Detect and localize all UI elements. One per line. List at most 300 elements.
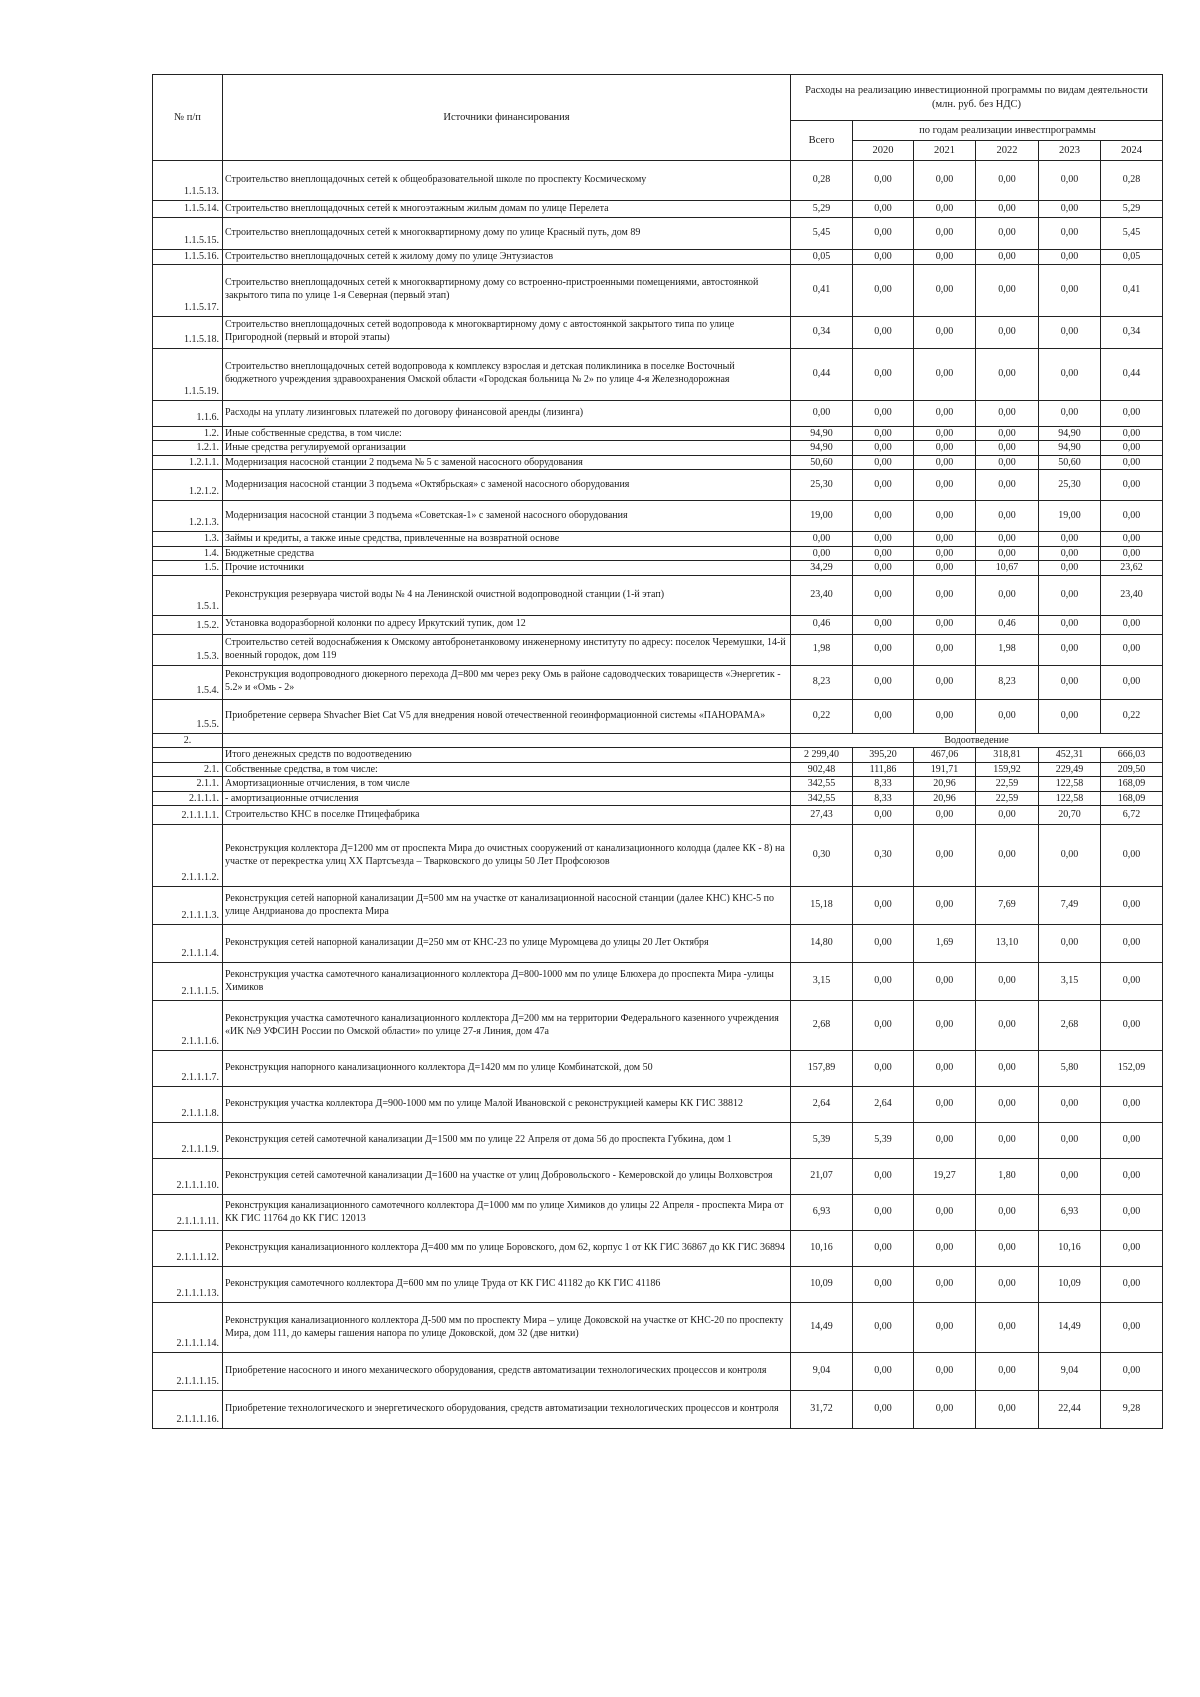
year-value: 0,00: [1101, 963, 1163, 1001]
year-value: 23,62: [1101, 561, 1163, 576]
row-number: 2.1.1.1.6.: [153, 1001, 223, 1051]
row-number: 2.1.1.1.15.: [153, 1353, 223, 1391]
year-value: 0,00: [853, 455, 914, 470]
year-value: 10,16: [1039, 1231, 1101, 1267]
header-year: 2020: [853, 141, 914, 161]
year-value: 0,00: [914, 699, 976, 733]
year-value: 0,00: [914, 1267, 976, 1303]
table-row: [153, 1391, 1163, 1429]
row-source-name: Реконструкция участка самотечного канализационного коллектора Д=200 мм на территории Федерального казенного учреждения «ИК №9 УФСИН России по Омской области» по улице 27-я Линия, дом 47а: [223, 1001, 791, 1051]
table-row: [153, 264, 1163, 316]
year-value: 0,00: [914, 161, 976, 201]
row-source-name: Реконструкция напорного канализационного коллектора Д=1420 мм по улице Комбинатской, дом 50: [223, 1051, 791, 1087]
year-value: 0,00: [853, 161, 914, 201]
year-value: 0,00: [1101, 1195, 1163, 1231]
year-value: 111,86: [853, 762, 914, 777]
year-value: 10,09: [1039, 1267, 1101, 1303]
table-row: [153, 470, 1163, 501]
row-source-name: Иные собственные средства, в том числе:: [223, 426, 791, 441]
row-source-name: Бюджетные средства: [223, 546, 791, 561]
year-value: 0,00: [976, 1001, 1039, 1051]
table-row: [153, 925, 1163, 963]
row-number: 1.5.: [153, 561, 223, 576]
row-number: 1.5.3.: [153, 634, 223, 665]
row-source-name: Реконструкция сетей самотечной канализации Д=1500 мм по улице 22 Апреля от дома 56 до проспекта Губкина, дом 1: [223, 1123, 791, 1159]
total-value: 3,15: [791, 963, 853, 1001]
year-value: 0,30: [853, 825, 914, 887]
year-value: 0,00: [976, 546, 1039, 561]
year-value: 1,80: [976, 1159, 1039, 1195]
table-row: [153, 1195, 1163, 1231]
table-row: [153, 1159, 1163, 1195]
year-value: 0,00: [914, 665, 976, 699]
table-row: [153, 455, 1163, 470]
year-value: 0,00: [976, 699, 1039, 733]
table-row: [153, 806, 1163, 825]
year-value: 0,00: [914, 575, 976, 615]
year-value: 0,00: [1039, 699, 1101, 733]
row-number: 2.: [153, 733, 223, 748]
year-value: 0,00: [914, 532, 976, 547]
year-value: 0,00: [914, 615, 976, 634]
year-value: 2,68: [1039, 1001, 1101, 1051]
year-value: 0,00: [853, 665, 914, 699]
year-value: 0,00: [1101, 1303, 1163, 1353]
year-value: 0,00: [914, 1303, 976, 1353]
row-number: 1.2.1.3.: [153, 501, 223, 532]
row-number: 2.1.1.1.12.: [153, 1231, 223, 1267]
table-header: [153, 75, 1163, 161]
row-source-name: Реконструкция участка коллектора Д=900-1000 мм по улице Малой Ивановской с реконструкцией камеры КК ГИС 38812: [223, 1087, 791, 1123]
table-row: [153, 218, 1163, 250]
year-value: 3,15: [1039, 963, 1101, 1001]
total-value: 2,68: [791, 1001, 853, 1051]
year-value: 168,09: [1101, 777, 1163, 792]
table-row: [153, 762, 1163, 777]
row-source-name: Реконструкция резервуара чистой воды № 4 на Ленинской очистной водопроводной станции (1-й этап): [223, 575, 791, 615]
year-value: 20,70: [1039, 806, 1101, 825]
year-value: 0,00: [914, 426, 976, 441]
year-value: 0,00: [1039, 634, 1101, 665]
year-value: 0,00: [853, 441, 914, 456]
total-value: 2,64: [791, 1087, 853, 1123]
table-row: [153, 777, 1163, 792]
year-value: 0,00: [914, 806, 976, 825]
year-value: 0,00: [853, 532, 914, 547]
row-number: 1.5.4.: [153, 665, 223, 699]
year-value: 0,00: [914, 1001, 976, 1051]
year-value: 122,58: [1039, 777, 1101, 792]
section-title: Водоотведение: [791, 733, 1163, 748]
year-value: 0,00: [853, 201, 914, 218]
table-row: [153, 791, 1163, 806]
year-value: 0,00: [853, 426, 914, 441]
year-value: 0,00: [1101, 1231, 1163, 1267]
year-value: 0,00: [976, 575, 1039, 615]
year-value: 0,00: [976, 1267, 1039, 1303]
total-value: 0,22: [791, 699, 853, 733]
year-value: 229,49: [1039, 762, 1101, 777]
row-source-name: Модернизация насосной станции 3 подъема «Октябрьская» с заменой насосного оборудования: [223, 470, 791, 501]
year-value: 0,00: [1101, 501, 1163, 532]
year-value: 0,00: [1101, 426, 1163, 441]
row-source-name: Модернизация насосной станции 2 подъема № 5 с заменой насосного оборудования: [223, 455, 791, 470]
total-value: 94,90: [791, 426, 853, 441]
row-source-name: Строительство внеплощадочных сетей к жилому дому по улице Энтузиастов: [223, 250, 791, 265]
row-source-name: Строительство внеплощадочных сетей к многоквартирному дому по улице Красный путь, дом 89: [223, 218, 791, 250]
row-source-name: Амортизационные отчисления, в том числе: [223, 777, 791, 792]
year-value: 0,00: [1039, 575, 1101, 615]
year-value: 6,93: [1039, 1195, 1101, 1231]
year-value: 0,00: [976, 963, 1039, 1001]
year-value: 19,00: [1039, 501, 1101, 532]
total-value: 21,07: [791, 1159, 853, 1195]
year-value: 9,28: [1101, 1391, 1163, 1429]
year-value: 8,23: [976, 665, 1039, 699]
year-value: 0,00: [853, 1195, 914, 1231]
total-value: 0,30: [791, 825, 853, 887]
table-row: [153, 400, 1163, 426]
row-number: 1.2.1.1.: [153, 455, 223, 470]
year-value: 0,00: [1039, 201, 1101, 218]
year-value: 5,80: [1039, 1051, 1101, 1087]
year-value: 0,00: [1101, 1159, 1163, 1195]
year-value: 0,00: [1101, 470, 1163, 501]
year-value: 0,00: [976, 161, 1039, 201]
row-number: 2.1.1.1.2.: [153, 825, 223, 887]
row-number: 2.1.1.1.11.: [153, 1195, 223, 1231]
total-value: 31,72: [791, 1391, 853, 1429]
year-value: 22,44: [1039, 1391, 1101, 1429]
row-source-name: Итого денежных средств по водоотведению: [223, 748, 791, 763]
year-value: 168,09: [1101, 791, 1163, 806]
year-value: 0,00: [853, 400, 914, 426]
table-row: [153, 825, 1163, 887]
year-value: 0,00: [976, 1391, 1039, 1429]
financing-table: [152, 74, 1163, 1429]
total-value: 14,80: [791, 925, 853, 963]
year-value: 0,00: [976, 501, 1039, 532]
row-source-name: Реконструкция сетей самотечной канализации Д=1600 на участке от улиц Добровольского - Кемеровской до улицы Волховстроя: [223, 1159, 791, 1195]
row-number: 1.2.1.2.: [153, 470, 223, 501]
row-source-name: Строительство внеплощадочных сетей водопровода к комплексу взрослая и детская поликлиника в поселке Восточный бюджетного учреждения здравоохранения Омской области «Городская больница № 2» по улице 4-я Железнодорожная: [223, 348, 791, 400]
row-number: 1.3.: [153, 532, 223, 547]
table-row: [153, 561, 1163, 576]
year-value: 0,00: [976, 250, 1039, 265]
year-value: 20,96: [914, 777, 976, 792]
year-value: 0,34: [1101, 316, 1163, 348]
table-row: [153, 748, 1163, 763]
year-value: 50,60: [1039, 455, 1101, 470]
total-value: 10,16: [791, 1231, 853, 1267]
year-value: 0,00: [914, 546, 976, 561]
year-value: 0,00: [1101, 441, 1163, 456]
table-row: [153, 1267, 1163, 1303]
year-value: 7,49: [1039, 887, 1101, 925]
total-value: 902,48: [791, 762, 853, 777]
row-number: 2.1.1.1.10.: [153, 1159, 223, 1195]
row-source-name: Модернизация насосной станции 3 подъема «Советская-1» с заменой насосного оборудования: [223, 501, 791, 532]
year-value: 14,49: [1039, 1303, 1101, 1353]
row-number: 1.2.1.: [153, 441, 223, 456]
table-body: [153, 161, 1163, 1429]
total-value: 10,09: [791, 1267, 853, 1303]
year-value: 0,00: [1039, 615, 1101, 634]
year-value: 0,00: [976, 316, 1039, 348]
year-value: 0,00: [853, 1353, 914, 1391]
table-row: [153, 426, 1163, 441]
year-value: 0,00: [914, 1051, 976, 1087]
year-value: 0,00: [914, 218, 976, 250]
total-value: 23,40: [791, 575, 853, 615]
year-value: 0,00: [853, 218, 914, 250]
year-value: 0,00: [1039, 400, 1101, 426]
year-value: 0,00: [914, 201, 976, 218]
year-value: 0,00: [914, 1087, 976, 1123]
row-source-name: Реконструкция сетей напорной канализации Д=250 мм от КНС-23 по улице Муромцева до улицы 20 Лет Октября: [223, 925, 791, 963]
year-value: 0,00: [1101, 455, 1163, 470]
year-value: 2,64: [853, 1087, 914, 1123]
year-value: 209,50: [1101, 762, 1163, 777]
year-value: 8,33: [853, 777, 914, 792]
row-source-name: - амортизационные отчисления: [223, 791, 791, 806]
row-number: 1.5.2.: [153, 615, 223, 634]
year-value: 94,90: [1039, 426, 1101, 441]
total-value: 0,28: [791, 161, 853, 201]
total-value: 34,29: [791, 561, 853, 576]
blank-cell: [223, 733, 791, 748]
total-value: 0,00: [791, 400, 853, 426]
row-number: 2.1.1.1.4.: [153, 925, 223, 963]
year-value: 19,27: [914, 1159, 976, 1195]
row-number: 1.2.: [153, 426, 223, 441]
year-value: 5,39: [853, 1123, 914, 1159]
year-value: 0,00: [853, 887, 914, 925]
total-value: 5,39: [791, 1123, 853, 1159]
year-value: 13,10: [976, 925, 1039, 963]
row-number: 1.1.5.13.: [153, 161, 223, 201]
investment-program-table-page: [152, 74, 1162, 1429]
year-value: 0,00: [914, 825, 976, 887]
row-source-name: Реконструкция сетей напорной канализации Д=500 мм на участке от канализационной насосной станции (далее КНС) КНС-5 по улице Андрианова до проспекта Мира: [223, 887, 791, 925]
row-source-name: Реконструкция коллектора Д=1200 мм от проспекта Мира до очистных сооружений от канализационного колодца (далее КК - 8) на участке от перекрестка улиц XX Партсъезда – Тварковского до улицы 50 Лет Профсоюзов: [223, 825, 791, 887]
year-value: 0,00: [1101, 532, 1163, 547]
total-value: 342,55: [791, 791, 853, 806]
year-value: 0,00: [1101, 887, 1163, 925]
year-value: 0,00: [853, 634, 914, 665]
year-value: 0,00: [853, 1267, 914, 1303]
year-value: 20,96: [914, 791, 976, 806]
section-row: [153, 733, 1163, 748]
total-value: 0,34: [791, 316, 853, 348]
table-row: [153, 1303, 1163, 1353]
year-value: 0,22: [1101, 699, 1163, 733]
table-row: [153, 665, 1163, 699]
year-value: 452,31: [1039, 748, 1101, 763]
year-value: 0,00: [914, 1195, 976, 1231]
year-value: 0,00: [1039, 532, 1101, 547]
total-value: 0,05: [791, 250, 853, 265]
year-value: 0,00: [914, 634, 976, 665]
table-row: [153, 546, 1163, 561]
year-value: 0,00: [914, 1391, 976, 1429]
year-value: 0,00: [853, 348, 914, 400]
year-value: 0,00: [914, 441, 976, 456]
row-source-name: Приобретение технологического и энергетического оборудования, средств автоматизации технологических процессов и контроля: [223, 1391, 791, 1429]
header-source: Источники финансирования: [223, 75, 791, 161]
table-row: [153, 250, 1163, 265]
row-source-name: Строительство сетей водоснабжения к Омскому автобронетанковому инженерному институту по адресу: поселок Черемушки, 14-й военный городок, дом 119: [223, 634, 791, 665]
year-value: 10,67: [976, 561, 1039, 576]
row-source-name: Установка водоразборной колонки по адресу Иркутский тупик, дом 12: [223, 615, 791, 634]
row-number: 1.1.5.16.: [153, 250, 223, 265]
total-value: 342,55: [791, 777, 853, 792]
year-value: 25,30: [1039, 470, 1101, 501]
table-row: [153, 575, 1163, 615]
year-value: 0,05: [1101, 250, 1163, 265]
year-value: 0,00: [914, 1123, 976, 1159]
year-value: 0,00: [1101, 1353, 1163, 1391]
row-source-name: Реконструкция самотечного коллектора Д=600 мм по улице Труда от КК ГИС 41182 до КК ГИС 41186: [223, 1267, 791, 1303]
year-value: 0,00: [914, 963, 976, 1001]
total-value: 19,00: [791, 501, 853, 532]
year-value: 0,46: [976, 615, 1039, 634]
year-value: 1,69: [914, 925, 976, 963]
year-value: 0,00: [1039, 1159, 1101, 1195]
table-row: [153, 615, 1163, 634]
year-value: 0,00: [1039, 1087, 1101, 1123]
year-value: 0,00: [1039, 218, 1101, 250]
row-source-name: Строительство внеплощадочных сетей водопровода к многоквартирному дому с автостоянкой закрытого типа по улице Пригородной (первый и второй этапы): [223, 316, 791, 348]
row-source-name: Строительство внеплощадочных сетей к многоэтажным жилым домам по улице Перелета: [223, 201, 791, 218]
year-value: 0,00: [853, 1391, 914, 1429]
year-value: 0,00: [1101, 825, 1163, 887]
total-value: 15,18: [791, 887, 853, 925]
year-value: 9,04: [1039, 1353, 1101, 1391]
table-row: [153, 887, 1163, 925]
year-value: 0,00: [1101, 615, 1163, 634]
table-row: [153, 1231, 1163, 1267]
row-source-name: Прочие источники: [223, 561, 791, 576]
total-value: 5,29: [791, 201, 853, 218]
row-source-name: Строительство внеплощадочных сетей к многоквартирному дому со встроенно-пристроенными помещениями, автостоянкой закрытого типа по улице 1-я Северная (первый этап): [223, 264, 791, 316]
year-value: 0,00: [853, 561, 914, 576]
year-value: 0,00: [853, 1159, 914, 1195]
year-value: 0,00: [1039, 665, 1101, 699]
row-source-name: Реконструкция канализационного коллектора Д=400 мм по улице Боровского, дом 62, корпус 1 от КК ГИС 36867 до КК ГИС 36894: [223, 1231, 791, 1267]
total-value: 2 299,40: [791, 748, 853, 763]
row-source-name: Строительство КНС в поселке Птицефабрика: [223, 806, 791, 825]
year-value: 0,00: [853, 575, 914, 615]
year-value: 0,00: [853, 250, 914, 265]
row-source-name: Расходы на уплату лизинговых платежей по договору финансовой аренды (лизинга): [223, 400, 791, 426]
total-value: 5,45: [791, 218, 853, 250]
year-value: 0,28: [1101, 161, 1163, 201]
row-source-name: Реконструкция участка самотечного канализационного коллектора Д=800-1000 мм по улице Блюхера до проспекта Мира -улицы Химиков: [223, 963, 791, 1001]
table-row: [153, 963, 1163, 1001]
total-value: 9,04: [791, 1353, 853, 1391]
year-value: 0,00: [914, 501, 976, 532]
year-value: 0,00: [976, 1087, 1039, 1123]
row-source-name: Приобретение сервера Shvacher Biet Cat V5 для внедрения новой отечественной геоинформационной системы «ПАНОРАМА»: [223, 699, 791, 733]
year-value: 0,44: [1101, 348, 1163, 400]
table-row: [153, 1051, 1163, 1087]
year-value: 191,71: [914, 762, 976, 777]
year-value: 0,00: [914, 348, 976, 400]
row-number: 2.1.1.1.8.: [153, 1087, 223, 1123]
row-number: 1.1.5.14.: [153, 201, 223, 218]
table-row: [153, 348, 1163, 400]
year-value: 0,00: [976, 1353, 1039, 1391]
total-value: 0,44: [791, 348, 853, 400]
row-number: 2.1.1.1.3.: [153, 887, 223, 925]
year-value: 0,00: [853, 1001, 914, 1051]
year-value: 23,40: [1101, 575, 1163, 615]
year-value: 0,00: [914, 887, 976, 925]
row-source-name: Собственные средства, в том числе:: [223, 762, 791, 777]
year-value: 0,00: [853, 963, 914, 1001]
row-source-name: Реконструкция канализационного коллектора Д-500 мм по проспекту Мира – улице Доковской на участке от КНС-20 по проспекту Мира, дом 111, до камеры гашения напора по улице Доковской, дом 32 (две нитки): [223, 1303, 791, 1353]
row-source-name: Приобретение насосного и иного механического оборудования, средств автоматизации технологических процессов и контроля: [223, 1353, 791, 1391]
table-row: [153, 1353, 1163, 1391]
year-value: 0,00: [1039, 546, 1101, 561]
row-source-name: Займы и кредиты, а также иные средства, привлеченные на возвратной основе: [223, 532, 791, 547]
total-value: 8,23: [791, 665, 853, 699]
year-value: 0,00: [1101, 925, 1163, 963]
year-value: 0,00: [914, 1231, 976, 1267]
row-source-name: Реконструкция водопроводного дюкерного перехода Д=800 мм через реку Омь в районе садоводческих товариществ «Энергетик - 5.2» и «Омь - 2»: [223, 665, 791, 699]
year-value: 467,06: [914, 748, 976, 763]
year-value: 0,00: [914, 400, 976, 426]
year-value: 0,00: [1101, 1123, 1163, 1159]
year-value: 0,00: [914, 264, 976, 316]
table-row: [153, 316, 1163, 348]
year-value: 0,00: [1101, 1087, 1163, 1123]
row-number: 2.1.1.1.14.: [153, 1303, 223, 1353]
total-value: 50,60: [791, 455, 853, 470]
year-value: 0,00: [976, 264, 1039, 316]
year-value: 0,00: [976, 825, 1039, 887]
total-value: 14,49: [791, 1303, 853, 1353]
row-number: 2.1.1.1.1.: [153, 806, 223, 825]
year-value: 0,00: [914, 1353, 976, 1391]
year-value: 6,72: [1101, 806, 1163, 825]
year-value: 0,00: [976, 1195, 1039, 1231]
header-total: Всего: [791, 121, 853, 161]
year-value: 152,09: [1101, 1051, 1163, 1087]
year-value: 0,00: [1039, 264, 1101, 316]
year-value: 0,00: [976, 806, 1039, 825]
year-value: 0,00: [853, 925, 914, 963]
year-value: 666,03: [1101, 748, 1163, 763]
year-value: 0,00: [976, 441, 1039, 456]
year-value: 7,69: [976, 887, 1039, 925]
table-row: [153, 532, 1163, 547]
year-value: 0,00: [853, 1303, 914, 1353]
header-expenses-group: Расходы на реализацию инвестиционной программы по видам деятельности (млн. руб. без НДС): [791, 75, 1163, 121]
year-value: 0,00: [976, 455, 1039, 470]
year-value: 94,90: [1039, 441, 1101, 456]
total-value: 1,98: [791, 634, 853, 665]
year-value: 0,00: [1039, 1123, 1101, 1159]
row-source-name: Реконструкция канализационного самотечного коллектора Д=1000 мм по улице Химиков до улицы 22 Апреля - проспекта Мира от КК ГИС 11764 до КК ГИС 12013: [223, 1195, 791, 1231]
row-number: 2.1.1.1.9.: [153, 1123, 223, 1159]
row-number: 2.1.1.1.16.: [153, 1391, 223, 1429]
total-value: 0,41: [791, 264, 853, 316]
table-row: [153, 634, 1163, 665]
year-value: 0,00: [914, 455, 976, 470]
header-number: № п/п: [153, 75, 223, 161]
